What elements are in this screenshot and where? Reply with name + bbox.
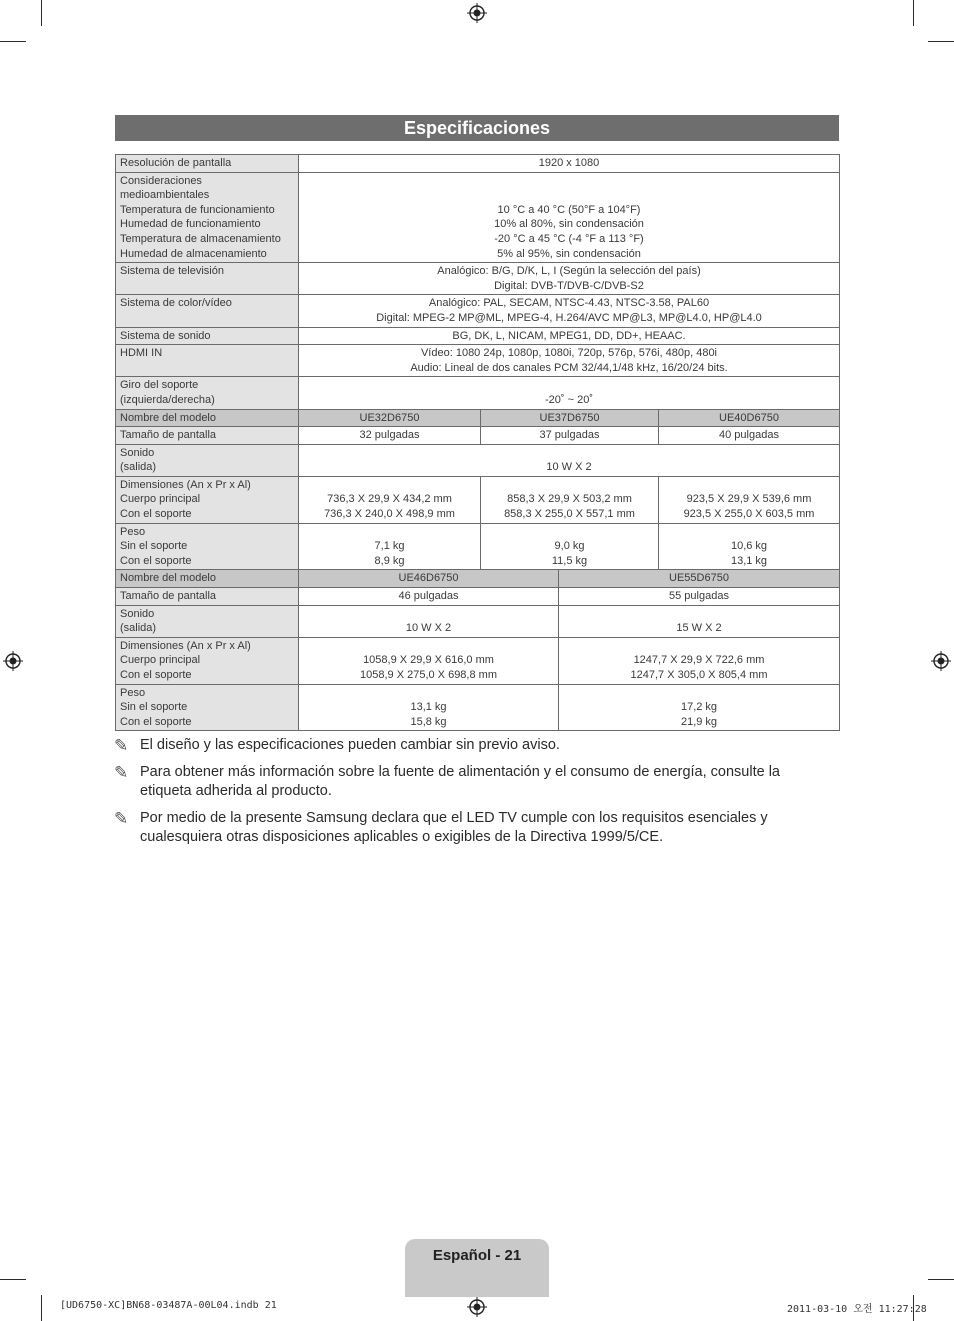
table-row bbox=[116, 263, 840, 295]
crop-mark bbox=[41, 0, 42, 26]
spec-text: Con el soporte bbox=[120, 508, 192, 521]
spec-value-cell bbox=[299, 570, 559, 588]
spec-label-cell bbox=[116, 570, 299, 588]
spec-text: Analógico: B/G, D/K, L, I (Según la selección del país) bbox=[437, 265, 701, 278]
spec-text: Nombre del modelo bbox=[120, 411, 216, 424]
spec-text: 9,0 kg bbox=[554, 540, 585, 553]
note-text: Por medio de la presente Samsung declara que el LED TV cumple con los requisitos esenciales y cualesquiera otras disposiciones aplicables o exigibles de la Directiva 1999/5/CE. bbox=[140, 809, 768, 845]
spec-text: 1247,7 X 29,9 X 722,6 mm bbox=[633, 654, 765, 667]
spec-text: 736,3 X 240,0 X 498,9 mm bbox=[324, 508, 455, 521]
spec-text: UE46D6750 bbox=[398, 572, 459, 585]
spec-text: Giro del soporte (izquierda/derecha) bbox=[120, 379, 215, 406]
spec-text: Con el soporte bbox=[120, 715, 192, 728]
spec-text: 858,3 X 29,9 X 503,2 mm bbox=[507, 493, 632, 506]
spec-text: HDMI IN bbox=[120, 347, 163, 360]
table-row bbox=[116, 172, 840, 263]
registration-mark-icon bbox=[931, 651, 951, 671]
registration-mark-icon bbox=[467, 1297, 487, 1317]
spec-text: Temperatura de almacenamiento bbox=[120, 232, 281, 245]
spec-text: Peso bbox=[120, 525, 146, 538]
spec-text: 15,8 kg bbox=[410, 715, 447, 728]
spec-text: Dimensiones (An x Pr x Al) bbox=[120, 478, 251, 491]
spec-text: Sonido bbox=[120, 446, 155, 459]
spec-text: 55 pulgadas bbox=[669, 590, 729, 603]
spec-text: (salida) bbox=[120, 461, 157, 474]
spec-value-cell bbox=[481, 427, 659, 445]
spec-label-cell bbox=[116, 444, 299, 476]
table-row bbox=[116, 605, 840, 637]
spec-value-cell bbox=[299, 427, 481, 445]
note-text: Para obtener más información sobre la fuente de alimentación y el consumo de energía, consulte la etiqueta adherida al producto. bbox=[140, 763, 780, 799]
spec-text: 1247,7 X 305,0 X 805,4 mm bbox=[630, 669, 768, 681]
spec-value-cell bbox=[659, 409, 840, 427]
spec-text: Sistema de sonido bbox=[120, 329, 211, 342]
spec-text: 1920 x 1080 bbox=[538, 157, 600, 169]
spec-text: 10 °C a 40 °C (50°F a 104°F) bbox=[497, 203, 641, 216]
spec-text: -20 °C a 45 °C (-4 °F a 113 °F) bbox=[494, 232, 644, 245]
spec-value-cell bbox=[559, 588, 840, 606]
spec-value-cell bbox=[299, 409, 481, 427]
table-row bbox=[116, 588, 840, 606]
spec-text: 858,3 X 255,0 X 557,1 mm bbox=[504, 508, 635, 521]
spec-value-cell bbox=[299, 155, 840, 173]
table-row bbox=[116, 476, 840, 523]
spec-text: 10 W X 2 bbox=[405, 622, 452, 635]
spec-value-cell bbox=[559, 570, 840, 588]
spec-text: Sistema de color/vídeo bbox=[120, 297, 232, 310]
spec-text: Digital: MPEG-2 MP@ML, MPEG-4, H.264/AVC MP@L3, MP@L4.0, HP@L4.0 bbox=[376, 311, 762, 324]
table-row bbox=[116, 684, 840, 731]
spec-value-cell bbox=[659, 427, 840, 445]
spec-label-cell bbox=[116, 377, 299, 409]
table-row bbox=[116, 523, 840, 570]
page-number: Español - 21 bbox=[432, 1247, 522, 1264]
table-row bbox=[116, 295, 840, 327]
spec-text: 10% al 80%, sin condensación bbox=[494, 218, 644, 231]
spec-text: Tamaño de pantalla bbox=[120, 590, 217, 603]
crop-mark bbox=[928, 1279, 954, 1280]
spec-text: Nombre del modelo bbox=[120, 572, 216, 585]
spec-text: Con el soporte bbox=[120, 669, 192, 681]
spec-label-cell bbox=[116, 684, 299, 731]
registration-mark-icon bbox=[3, 651, 23, 671]
spec-value-cell bbox=[299, 523, 481, 570]
spec-label-cell bbox=[116, 327, 299, 345]
spec-label-cell bbox=[116, 427, 299, 445]
spec-text: 1058,9 X 29,9 X 616,0 mm bbox=[363, 654, 494, 667]
crop-mark bbox=[0, 1279, 26, 1280]
spec-label-cell bbox=[116, 263, 299, 295]
spec-text: 46 pulgadas bbox=[398, 590, 459, 603]
spec-text: 11,5 kg bbox=[551, 554, 588, 567]
spec-text: 10 W X 2 bbox=[546, 461, 592, 474]
spec-value-cell bbox=[481, 523, 659, 570]
table-row bbox=[116, 570, 840, 588]
spec-text: 15 W X 2 bbox=[676, 622, 722, 635]
spec-text: Con el soporte bbox=[120, 554, 192, 567]
spec-text: 923,5 X 255,0 X 603,5 mm bbox=[683, 508, 815, 521]
spec-value-cell bbox=[659, 523, 840, 570]
table-row bbox=[116, 427, 840, 445]
spec-text: Cuerpo principal bbox=[120, 493, 201, 506]
spec-text: UE32D6750 bbox=[359, 411, 420, 424]
spec-label-cell bbox=[116, 409, 299, 427]
spec-value-cell bbox=[299, 637, 559, 684]
spec-label-cell bbox=[116, 172, 299, 263]
spec-text: Humedad de funcionamiento bbox=[120, 218, 261, 231]
table-row bbox=[116, 409, 840, 427]
spec-label-cell bbox=[116, 295, 299, 327]
page-title: Especificaciones bbox=[115, 115, 839, 141]
spec-text: Audio: Lineal de dos canales PCM 32/44,1/48 kHz, 16/20/24 bits. bbox=[410, 361, 728, 374]
spec-value-cell bbox=[659, 476, 840, 523]
spec-text: 32 pulgadas bbox=[359, 429, 420, 442]
crop-mark bbox=[913, 0, 914, 26]
crop-mark bbox=[0, 41, 26, 42]
spec-text: UE37D6750 bbox=[539, 411, 600, 424]
spec-text: Dimensiones (An x Pr x Al) bbox=[120, 639, 251, 652]
page-number-tab bbox=[405, 1239, 549, 1297]
spec-text: Sin el soporte bbox=[120, 540, 188, 553]
spec-value-cell bbox=[559, 684, 840, 731]
notes-section bbox=[114, 736, 814, 855]
spec-text: Analógico: PAL, SECAM, NTSC-4.43, NTSC-3.58, PAL60 bbox=[428, 297, 710, 310]
spec-label-cell bbox=[116, 345, 299, 377]
spec-text: 923,5 X 29,9 X 539,6 mm bbox=[686, 493, 812, 506]
spec-value-cell bbox=[559, 605, 840, 637]
spec-label-cell bbox=[116, 155, 299, 173]
table-row bbox=[116, 637, 840, 684]
spec-value-cell bbox=[299, 295, 840, 327]
note-item bbox=[114, 809, 814, 848]
spec-value-cell bbox=[299, 263, 840, 295]
spec-text: 37 pulgadas bbox=[539, 429, 600, 442]
spec-text: UE40D6750 bbox=[719, 411, 779, 424]
pencil-note-icon: ✎ bbox=[114, 736, 129, 755]
spec-value-cell bbox=[299, 345, 840, 377]
table-row bbox=[116, 155, 840, 173]
spec-value-cell bbox=[299, 444, 840, 476]
spec-value-cell bbox=[299, 476, 481, 523]
spec-text: Resolución de pantalla bbox=[120, 157, 232, 169]
spec-text: Cuerpo principal bbox=[120, 654, 201, 667]
spec-text: Consideraciones medioambientales bbox=[120, 174, 210, 202]
print-slug-file: [UD6750-XC]BN68-03487A-00L04.indb 21 bbox=[60, 1300, 277, 1311]
spec-text: 40 pulgadas bbox=[719, 429, 779, 442]
spec-text: (salida) bbox=[120, 622, 157, 635]
spec-text: UE55D6750 bbox=[669, 572, 729, 585]
spec-text: 1058,9 X 275,0 X 698,8 mm bbox=[360, 669, 497, 681]
spec-text: Vídeo: 1080 24p, 1080p, 1080i, 720p, 576p, 576i, 480p, 480i bbox=[420, 347, 718, 360]
spec-text: BG, DK, L, NICAM, MPEG1, DD, DD+, HEAAC. bbox=[452, 329, 686, 342]
spec-text: Sistema de televisión bbox=[120, 265, 224, 278]
crop-mark bbox=[928, 41, 954, 42]
spec-label-cell bbox=[116, 637, 299, 684]
spec-text: 736,3 X 29,9 X 434,2 mm bbox=[327, 493, 452, 506]
spec-text: Humedad de almacenamiento bbox=[120, 247, 267, 260]
spec-value-cell bbox=[299, 172, 840, 263]
specifications-table bbox=[115, 154, 840, 731]
spec-value-cell bbox=[299, 605, 559, 637]
note-item bbox=[114, 736, 814, 756]
table-row bbox=[116, 345, 840, 377]
crop-mark bbox=[41, 1295, 42, 1321]
spec-value-cell bbox=[299, 588, 559, 606]
spec-text: Digital: DVB-T/DVB-C/DVB-S2 bbox=[494, 279, 644, 292]
spec-text: 10,6 kg bbox=[730, 540, 768, 553]
spec-text: 8,9 kg bbox=[374, 554, 405, 567]
spec-text: Peso bbox=[120, 686, 146, 699]
spec-value-cell bbox=[299, 327, 840, 345]
note-text: El diseño y las especificaciones pueden cambiar sin previo aviso. bbox=[140, 737, 560, 753]
spec-label-cell bbox=[116, 523, 299, 570]
spec-value-cell bbox=[299, 684, 559, 731]
registration-mark-icon bbox=[467, 3, 487, 23]
spec-text: 13,1 kg bbox=[730, 554, 768, 567]
spec-text: Tamaño de pantalla bbox=[120, 429, 217, 442]
spec-value-cell bbox=[299, 377, 840, 409]
spec-text: 7,1 kg bbox=[374, 540, 405, 553]
spec-text: 5% al 95%, sin condensación bbox=[497, 247, 641, 260]
note-item bbox=[114, 763, 814, 802]
pencil-note-icon: ✎ bbox=[114, 762, 129, 782]
spec-text: -20˚ ~ 20˚ bbox=[545, 393, 593, 406]
spec-text: Temperatura de funcionamiento bbox=[120, 203, 275, 216]
print-slug-date: 2011-03-10 오전 11:27:28 bbox=[787, 1304, 927, 1315]
spec-text: Sin el soporte bbox=[120, 701, 188, 714]
table-row bbox=[116, 444, 840, 476]
spec-value-cell bbox=[481, 476, 659, 523]
spec-label-cell bbox=[116, 588, 299, 606]
spec-value-cell bbox=[559, 637, 840, 684]
spec-text: Sonido bbox=[120, 607, 155, 620]
spec-label-cell bbox=[116, 476, 299, 523]
spec-text: 13,1 kg bbox=[410, 701, 447, 714]
spec-value-cell bbox=[481, 409, 659, 427]
spec-label-cell bbox=[116, 605, 299, 637]
spec-text: 17,2 kg bbox=[680, 701, 718, 714]
table-row bbox=[116, 377, 840, 409]
pencil-note-icon: ✎ bbox=[114, 808, 129, 828]
spec-text: 21,9 kg bbox=[680, 715, 718, 728]
table-row bbox=[116, 327, 840, 345]
